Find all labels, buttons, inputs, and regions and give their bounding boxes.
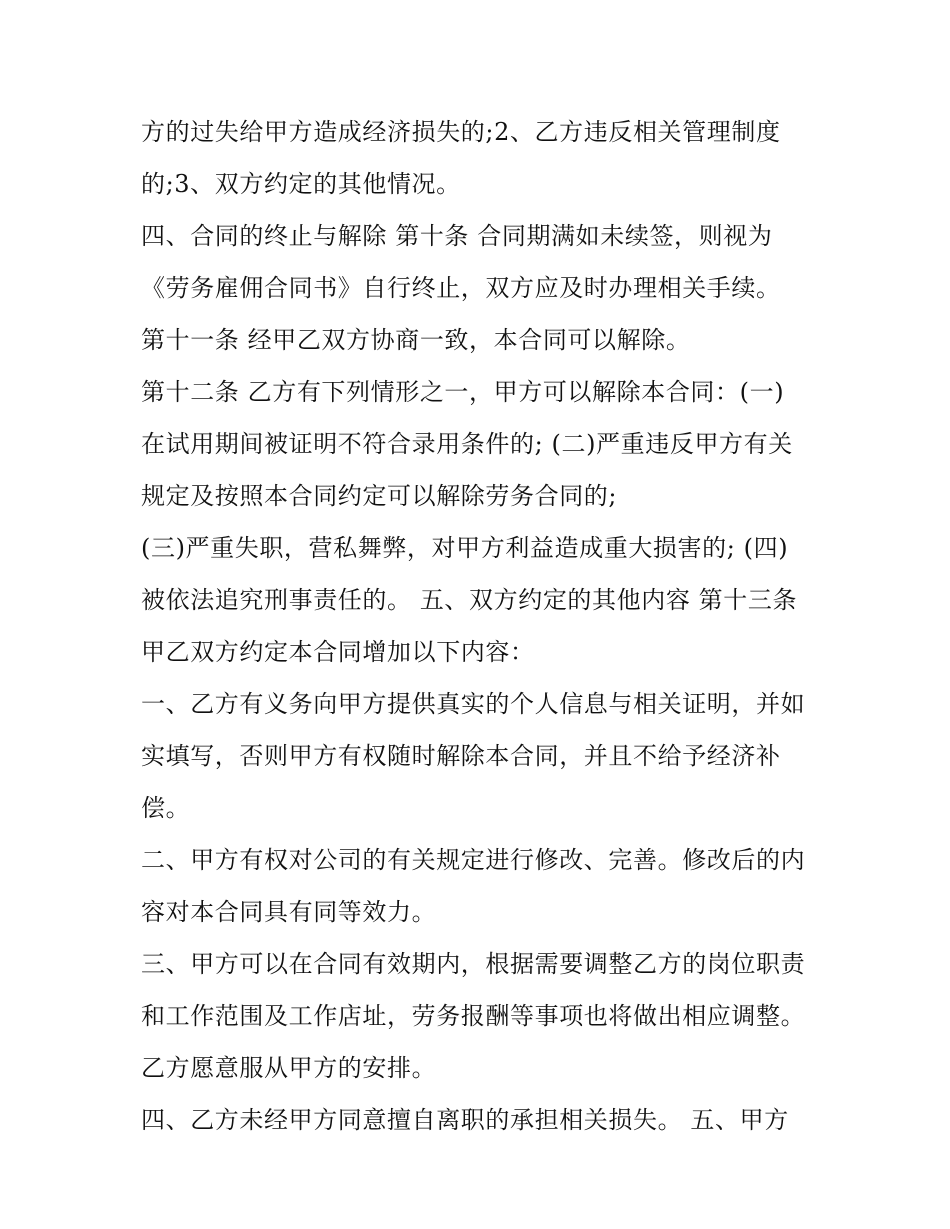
text-line: 三、甲方可以在合同有效期内，根据需要调整乙方的岗位职责 [141, 950, 806, 978]
text-line: 和工作范围及工作店址，劳务报酬等事项也将做出相应调整。 [141, 1002, 806, 1030]
text-line: 的;3、双方约定的其他情况。 [141, 170, 461, 198]
text-line: 四、乙方未经甲方同意擅自离职的承担相关损失。 五、甲方 [141, 1106, 789, 1134]
text-line: 在试用期间被证明不符合录用条件的; (二)严重违反甲方有关 [141, 430, 793, 458]
text-line: 二、甲方有权对公司的有关规定进行修改、完善。修改后的内 [141, 846, 806, 874]
text-line: 偿。 [141, 794, 191, 822]
contract-text [141, 106, 821, 1146]
text-line: 实填写，否则甲方有权随时解除本合同，并且不给予经济补 [141, 742, 781, 770]
text-line: 一、乙方有义务向甲方提供真实的个人信息与相关证明，并如 [141, 690, 806, 718]
text-line: 方的过失给甲方造成经济损失的;2、乙方违反相关管理制度 [141, 118, 781, 146]
text-line: 甲乙双方约定本合同增加以下内容： [141, 638, 535, 666]
text-line: 第十二条 乙方有下列情形之一，甲方可以解除本合同：(一) [141, 378, 785, 406]
text-line: 《劳务雇佣合同书》自行终止，双方应及时办理相关手续。 [141, 274, 781, 302]
text-line: 四、合同的终止与解除 第十条 合同期满如未续签，则视为 [141, 222, 773, 250]
text-line: 规定及按照本合同约定可以解除劳务合同的; [141, 482, 618, 510]
text-line: 容对本合同具有同等效力。 [141, 898, 437, 926]
text-line: (三)严重失职，营私舞弊，对甲方利益造成重大损害的; (四) [141, 534, 789, 562]
text-line: 第十一条 经甲乙双方协商一致，本合同可以解除。 [141, 326, 691, 354]
text-line: 乙方愿意服从甲方的安排。 [141, 1054, 437, 1082]
text-line: 被依法追究刑事责任的。 五、双方约定的其他内容 第十三条 [141, 586, 798, 614]
